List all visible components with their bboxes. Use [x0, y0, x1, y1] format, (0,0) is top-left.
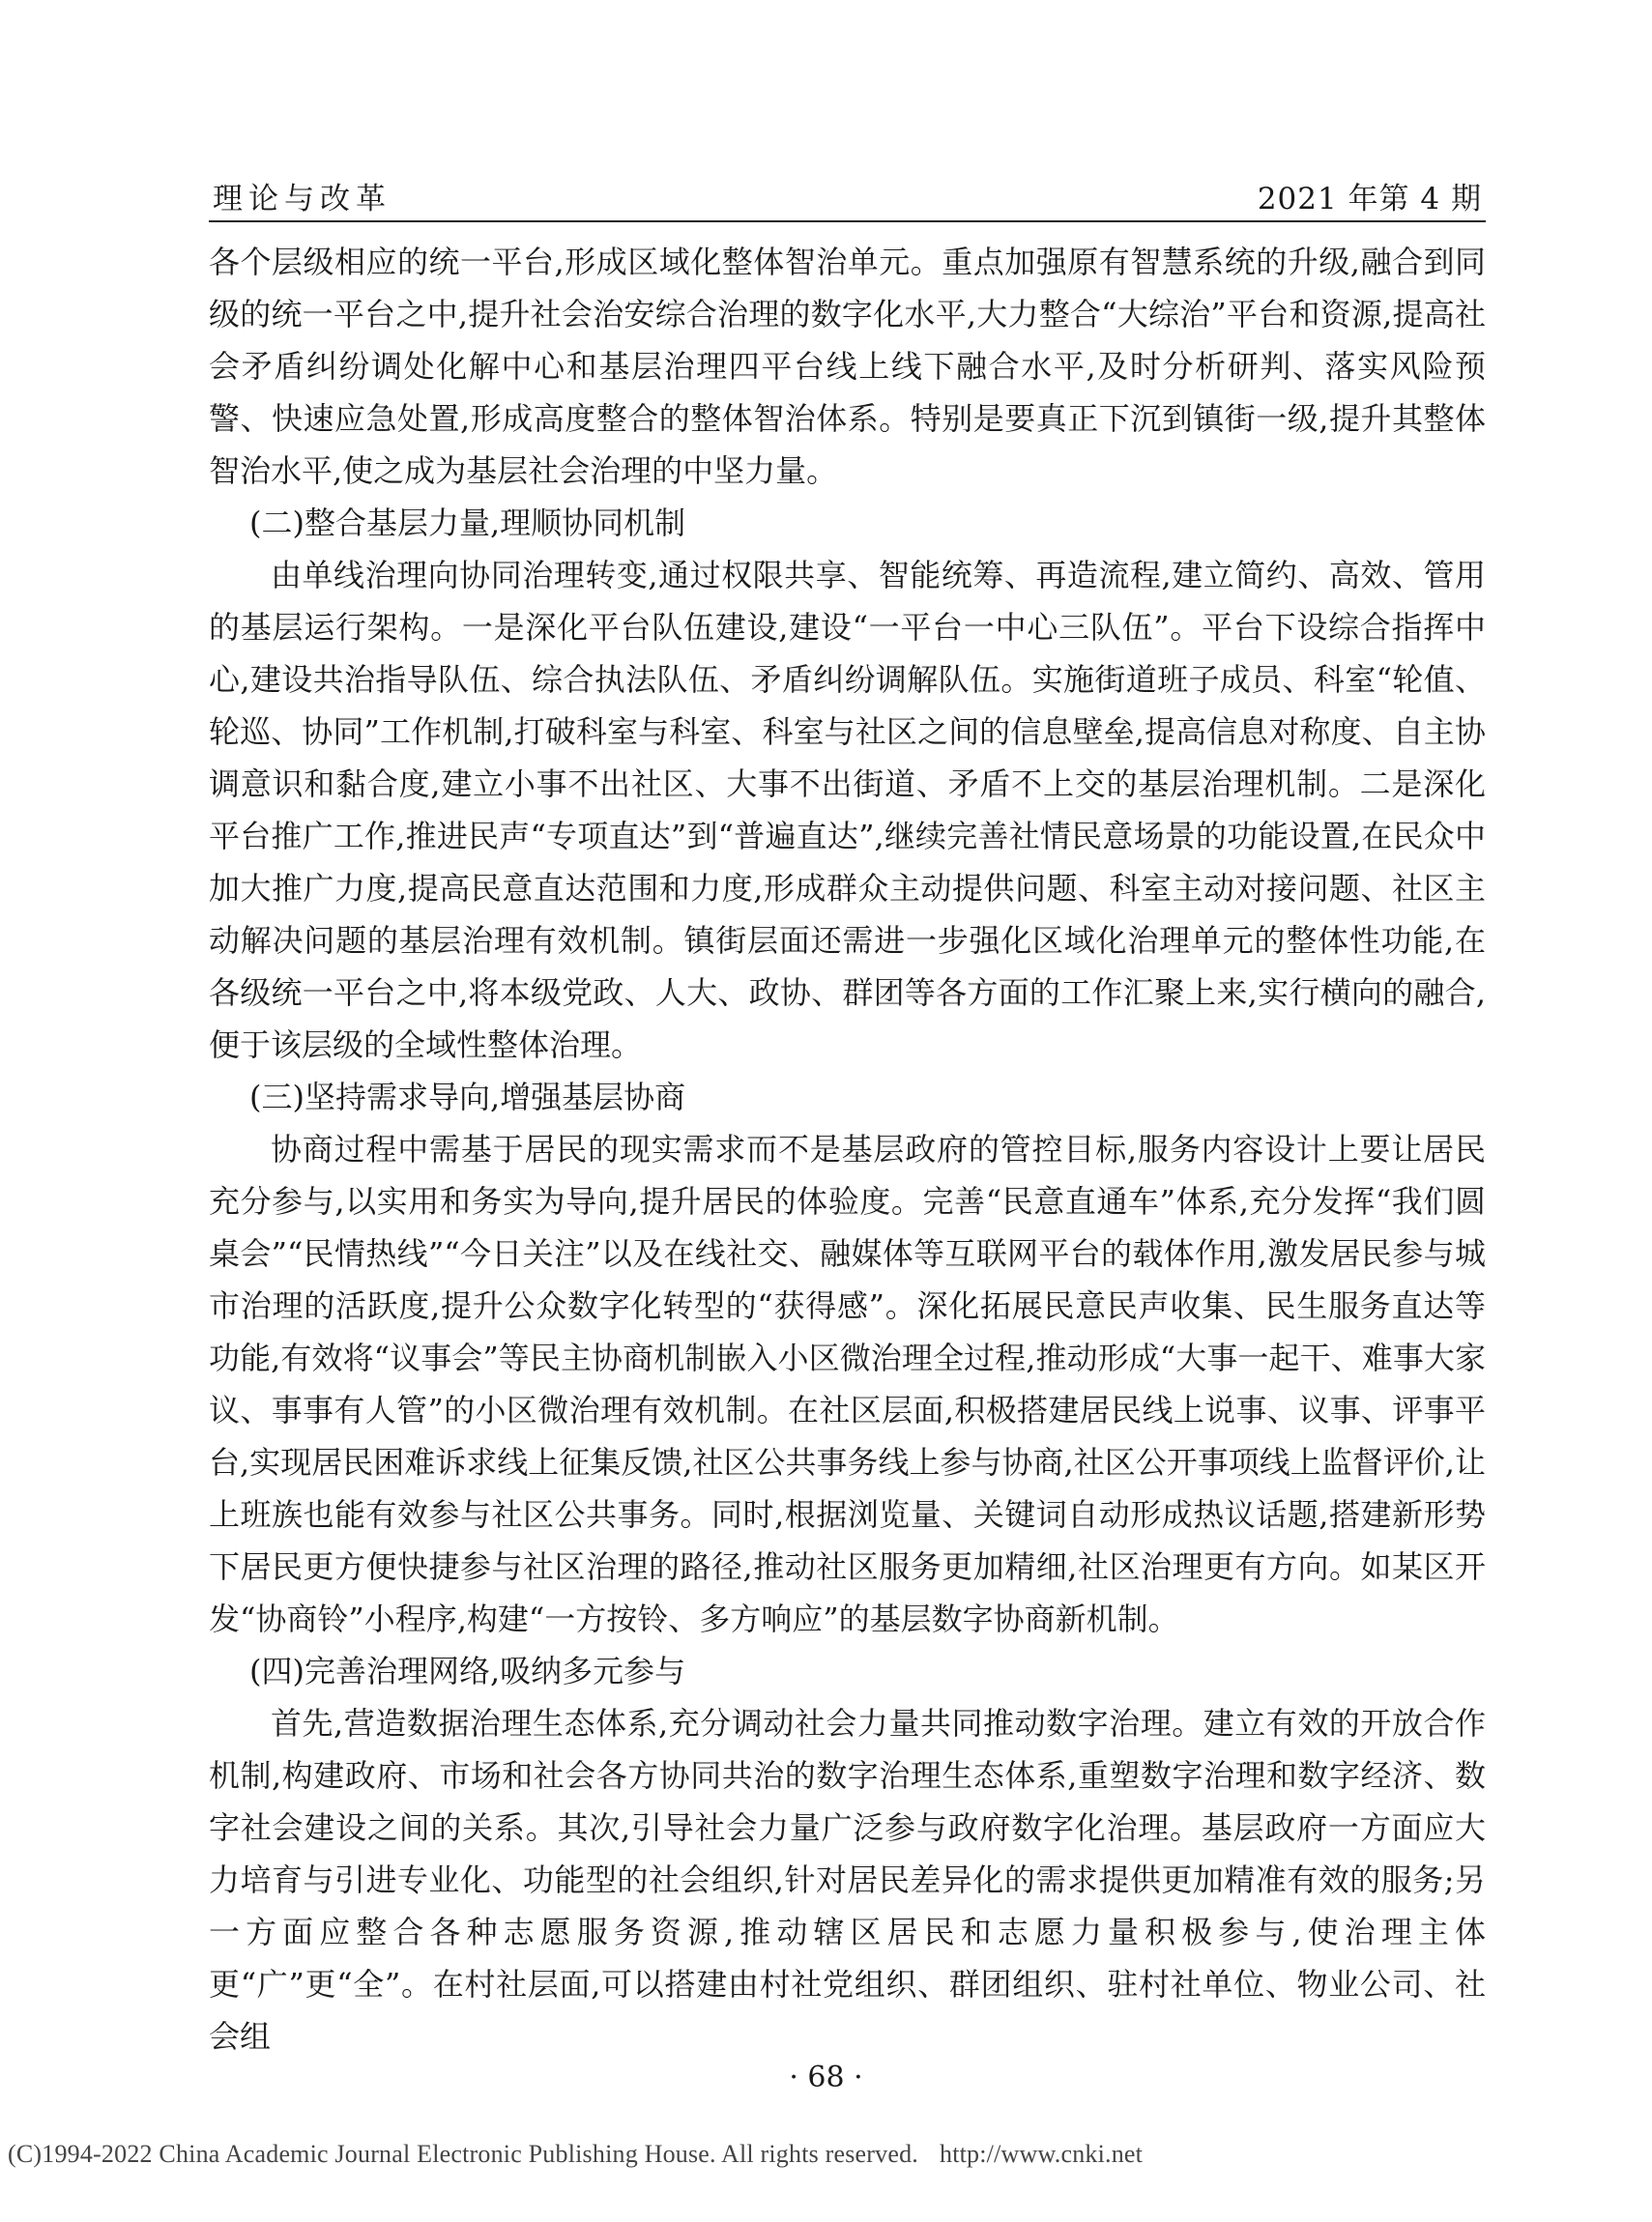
paragraph: 协商过程中需基于居民的现实需求而不是基层政府的管控目标,服务内容设计上要让居民充分参与,以实用和务实为导向,提升居民的体验度。完善“民意直通车”体系,充分发挥“我们圆桌会”“民情热线”“今日关注”以及在线社交、融媒体等互联网平台的载体作用,激发居民参与城市治理的活跃度,提升公众数字化转型的“获得感”。深化拓展民意民声收集、民生服务直达等功能,有效将“议事会”等民主协商机制嵌入小区微治理全过程,推动形成“大事一起干、难事大家议、事事有人管”的小区微治理有效机制。在社区层面,积极搭建居民线上说事、议事、评事平台,实现居民困难诉求线上征集反馈,社区公共事务线上参与协商,社区公开事项线上监督评价,让上班族也能有效参与社区公共事务。同时,根据浏览量、关键词自动形成热议话题,搭建新形势下居民更方便快捷参与社区治理的路径,推动社区服务更加精细,社区治理更有方向。如某区开发“协商铃”小程序,构建“一方按铃、多方响应”的基层数字协商新机制。 [209, 1131, 1486, 1637]
cnki-link[interactable]: http://www.cnki.net [940, 2140, 1144, 2168]
page-number: · 68 · [789, 2061, 863, 2094]
section-heading: (三)坚持需求导向,增强基层协商 [249, 1079, 686, 1115]
copyright-text: (C)1994-2022 China Academic Journal Electronic Publishing House. All rights reserved. [8, 2140, 918, 2168]
paragraph: 由单线治理向协同治理转变,通过权限共享、智能统筹、再造流程,建立简约、高效、管用的基层运行架构。一是深化平台队伍建设,建设“一平台一中心三队伍”。平台下设综合指挥中心,建设共治指导队伍、综合执法队伍、矛盾纠纷调解队伍。实施街道班子成员、科室“轮值、轮巡、协同”工作机制,打破科室与科室、科室与社区之间的信息壁垒,提高信息对称度、自主协调意识和黏合度,建立小事不出社区、大事不出街道、矛盾不上交的基层治理机制。二是深化平台推广工作,推进民声“专项直达”到“普遍直达”,继续完善社情民意场景的功能设置,在民众中加大推广力度,提高民意直达范围和力度,形成群众主动提供问题、科室主动对接问题、社区主动解决问题的基层治理有效机制。镇街层面还需进一步强化区域化治理单元的整体性功能,在各级统一平台之中,将本级党政、人大、政协、群团等各方面的工作汇聚上来,实行横向的融合,便于该层级的全域性整体治理。 [209, 557, 1486, 1063]
journal-name: 理论与改革 [213, 182, 391, 216]
section-heading: (二)整合基层力量,理顺协同机制 [249, 505, 686, 541]
paragraph: 首先,营造数据治理生态体系,充分调动社会力量共同推动数字治理。建立有效的开放合作机制,构建政府、市场和社会各方协同共治的数字治理生态体系,重塑数字治理和数字经济、数字社会建设之间的关系。其次,引导社会力量广泛参与政府数字化治理。基层政府一方面应大力培育与引进专业化、功能型的社会组织,针对居民差异化的需求提供更加精准有效的服务;另一方面应整合各种志愿服务资源,推动辖区居民和志愿力量积极参与,使治理主体更“广”更“全”。在村社层面,可以搭建由村社党组织、群团组织、驻村社单位、物业公司、社会组 [209, 1705, 1486, 2055]
issue-label: 2021 年第 4 期 [1257, 182, 1482, 216]
copyright-line [8, 2140, 1143, 2169]
section-heading: (四)完善治理网络,吸纳多元参与 [249, 1653, 686, 1689]
paragraph: 各个层级相应的统一平台,形成区域化整体智治单元。重点加强原有智慧系统的升级,融合到同级的统一平台之中,提升社会治安综合治理的数字化水平,大力整合“大综治”平台和资源,提高社会矛盾纠纷调处化解中心和基层治理四平台线上线下融合水平,及时分析研判、落实风险预警、快速应急处置,形成高度整合的整体智治体系。特别是要真正下沉到镇街一级,提升其整体智治水平,使之成为基层社会治理的中坚力量。 [209, 244, 1486, 489]
running-header [209, 170, 1486, 222]
article-body [209, 236, 1486, 2063]
